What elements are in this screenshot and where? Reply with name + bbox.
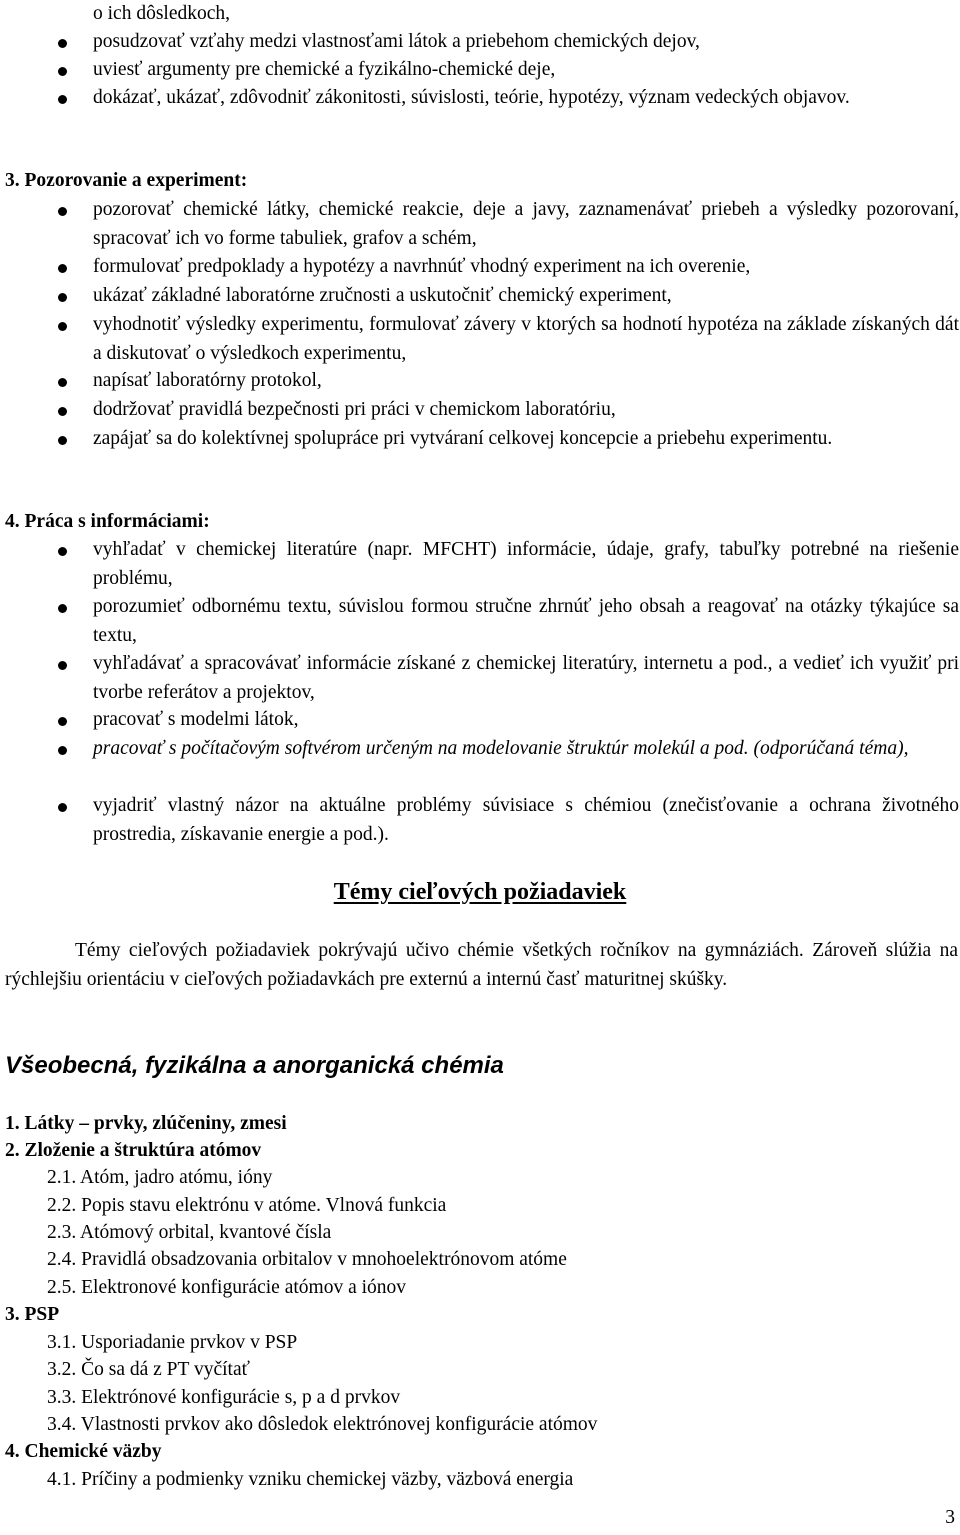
section-heading: 3. Pozorovanie a experiment: [5,170,248,191]
page-title: Témy cieľových požiadaviek [333,879,627,905]
toc-subtopic: 2.2. Popis stavu elektrónu v atóme. Vlnová funkcia [47,1195,447,1216]
toc-subtopic: 4.1. Príčiny a podmienky vzniku chemickej väzby, väzbová energia [47,1469,574,1490]
bullet-icon [58,803,67,812]
section-heading: 4. Práca s informáciami: [5,511,210,532]
bullet-icon [58,378,67,387]
bullet-icon [58,322,67,331]
toc-topic: 4. Chemické väzby [5,1441,162,1462]
bullet-icon [58,604,67,613]
toc-topic: 3. PSP [5,1304,60,1325]
bullet-icon [58,547,67,556]
toc-topic: 1. Látky – prvky, zlúčeniny, zmesi [5,1113,287,1134]
subsection-title: Všeobecná, fyzikálna a anorganická chémia [5,1052,504,1079]
bullet-icon [58,95,67,104]
bullet-icon [58,661,67,670]
bullet-icon [58,67,67,76]
toc-subtopic: 2.5. Elektronové konfigurácie atómov a iónov [47,1277,407,1298]
toc-subtopic: 3.2. Čo sa dá z PT vyčítať [47,1359,250,1380]
toc-subtopic: 3.1. Usporiadanie prvkov v PSP [47,1332,298,1353]
bullet-icon [58,717,67,726]
toc-topic: 2. Zloženie a štruktúra atómov [5,1140,262,1161]
bullet-icon [58,746,67,755]
bullet-icon [58,293,67,302]
toc-subtopic: 2.4. Pravidlá obsadzovania orbitalov v mnohoelektrónovom atóme [47,1249,567,1270]
intro-paragraph: Témy cieľových požiadaviek pokrývajú učivo chémie všetkých ročníkov na gymnáziách. Zároveň slúžia na rýchlejšiu orientáciu v cieľových požiadavkách pre externú a internú časť maturitnej skúšky. [5,940,958,990]
continuation-line: o ich dôsledkoch, [93,3,231,24]
toc-subtopic: 2.3. Atómový orbital, kvantové čísla [47,1222,332,1243]
document-page: o ich dôsledkoch, posudzovať vzťahy medzi vlastnosťami látok a priebehom chemických dejov, uviesť argumenty pre chemické a fyzikálno-chemické deje, dokázať, ukázať, zdôvodniť zákonitosti, súvislosti, teórie, hypotézy, význam vedeckých objavov. 3. Pozorovanie a experiment: pozorovať chemické látky, chemické reakcie, deje a javy, zaznamenávať priebeh a výsledky pozorovaní, spracovať ich vo forme tabuliek, grafov a schém, formulovať predpoklady a hypotézy a navrhnúť vhodný experiment na ich overenie, ukázať základné laboratórne zručnosti a uskutočniť chemický experiment, vyhodnotiť výsledky experimentu, formulovať závery v ktorých sa hodnotí hypotéza na základe získaných dát a diskutovať o výsledkoch experimentu, napísať laboratórny protokol, dodržovať pravidlá bezpečnosti pri práci v chemickom laboratóriu, zapájať sa do kolektívnej spolupráce pri vytváraní celkovej koncepcie a priebehu experimentu. 4. Práca s informáciami: vyhľadať v chemickej literatúre (napr. MFCHT) informácie, údaje, grafy, tabuľky potrebné na riešenie problému, porozumieť odbornému textu, súvislou formou stručne zhrnúť jeho obsah a reagovať na otázky týkajúce sa textu, vyhľadávať a spracovávať informácie získané z chemickej literatúry, internetu a pod., a vedieť ich využiť pri tvorbe referátov a projektov, pracovať s modelmi látok, pracovať s počítačovým softvérom určeným na modelovanie štruktúr molekúl a pod. (odporúčaná téma), vyjadriť vlastný názor na aktuálne problémy súvisiace s chémiou (znečisťovanie a ochrana životného prostredia, získavanie energie a pod.). Témy cieľových požiadaviek Témy cieľových požiadaviek pokrývajú učivo chémie všetkých ročníkov na gymnáziách. Zároveň slúžia na rýchlejšiu orientáciu v cieľových požiadavkách pre externú a internú časť maturitnej skúšky. Všeobecná, fyzikálna a anorganická chémia 1. Látky – prvky, zlúčeniny, zmesi 2. Zloženie a štruktúra atómov 2.1. Atóm, jadro atómu, ióny 2.2. Popis stavu elektrónu v atóme. Vlnová funkcia 2.3. Atómový orbital, kvantové čísla 2.4. Pravidlá obsadzovania orbitalov v mnohoelektrónovom atóme 2.5. Elektronové konfigurácie atómov a iónov 3. PSP 3.1. Usporiadanie prvkov v PSP 3.2. Čo sa dá z PT vyčítať 3.3. Elektrónové konfigurácie s, p a d prvkov 3.4. Vlastnosti prvkov ako dôsledok elektrónovej konfigurácie atómov 4. Chemické väzby 4.1. Príčiny a podmienky vzniku chemickej väzby, väzbová energia 3 [0,0,960,1535]
toc-subtopic: 3.3. Elektrónové konfigurácie s, p a d prvkov [47,1387,401,1408]
toc-subtopic: 3.4. Vlastnosti prvkov ako dôsledok elektrónovej konfigurácie atómov [47,1414,598,1435]
bullet-icon [58,264,67,273]
bullet-icon [58,407,67,416]
toc-subtopic: 2.1. Atóm, jadro atómu, ióny [47,1167,273,1188]
bullet-icon [58,436,67,445]
page-number: 3 [945,1507,955,1528]
bullet-icon [58,207,67,216]
bullet-icon [58,39,67,48]
